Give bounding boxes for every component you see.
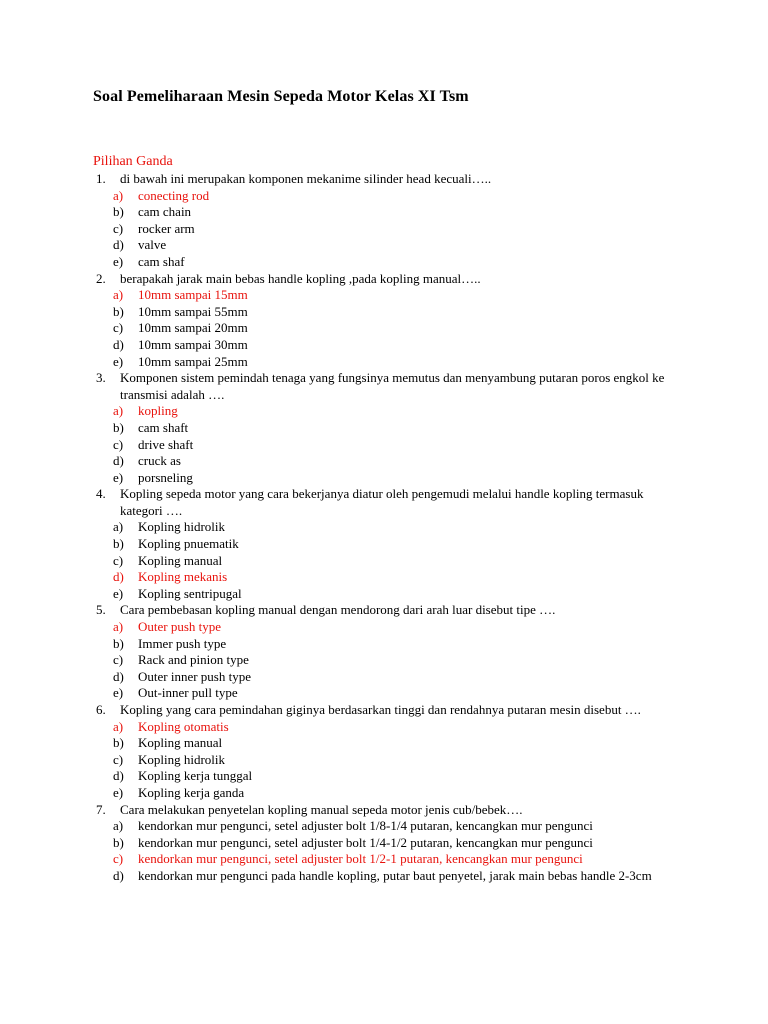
option-letter: c) <box>113 320 124 336</box>
option-letter: e) <box>113 353 124 369</box>
question-stem <box>96 370 686 403</box>
option-text: Kopling manual <box>138 552 223 568</box>
answer-option <box>96 785 686 802</box>
option-text: Kopling hidrolik <box>138 751 226 767</box>
answer-option <box>96 735 686 752</box>
option-letter: e) <box>113 685 124 701</box>
answer-option <box>96 204 686 221</box>
question-stem <box>96 802 686 819</box>
option-text: 10mm sampai 15mm <box>138 287 248 303</box>
option-letter: b) <box>113 635 124 651</box>
option-letter: a) <box>113 287 124 303</box>
answer-option <box>96 420 686 437</box>
option-text: kendorkan mur pengunci pada handle kopling, putar baut penyetel, jarak main bebas handle 2-3cm <box>138 867 652 883</box>
option-letter: b) <box>113 834 124 850</box>
option-text: porsneling <box>138 469 193 485</box>
option-text: cruck as <box>138 453 181 469</box>
question-item <box>96 702 686 802</box>
option-text: cam chain <box>138 204 192 220</box>
option-text: Kopling kerja ganda <box>138 784 245 800</box>
option-text: kopling <box>138 403 178 419</box>
answer-option <box>96 669 686 686</box>
answer-option <box>96 685 686 702</box>
option-text: kendorkan mur pengunci, setel adjuster bolt 1/8-1/4 putaran, kencangkan mur pengunci <box>138 818 593 834</box>
answer-option <box>96 752 686 769</box>
question-item <box>96 486 686 602</box>
option-letter: a) <box>113 818 124 834</box>
option-text: 10mm sampai 55mm <box>138 303 248 319</box>
option-letter: b) <box>113 419 124 435</box>
question-text: Cara melakukan penyetelan kopling manual sepeda motor jenis cub/bebek…. <box>120 801 523 817</box>
answer-option <box>96 519 686 536</box>
question-text: berapakah jarak main bebas handle kopling ,pada kopling manual….. <box>120 270 481 286</box>
question-item <box>96 802 686 885</box>
option-text: cam shaft <box>138 419 189 435</box>
answer-option-correct <box>96 287 686 304</box>
section-heading: Pilihan Ganda <box>93 154 173 169</box>
answer-option-correct <box>96 851 686 868</box>
question-stem <box>96 171 686 188</box>
option-letter: c) <box>113 751 124 767</box>
option-letter: d) <box>113 569 124 585</box>
option-letter: a) <box>113 718 124 734</box>
document-title: Soal Pemeliharaan Mesin Sepeda Motor Kelas XI Tsm <box>93 88 469 105</box>
answer-option <box>96 453 686 470</box>
answer-option-correct <box>96 403 686 420</box>
answer-option <box>96 636 686 653</box>
question-stem <box>96 702 686 719</box>
answer-option-correct <box>96 719 686 736</box>
option-text: Kopling otomatis <box>138 718 229 734</box>
option-text: Outer inner push type <box>138 668 252 684</box>
option-text: Kopling mekanis <box>138 569 228 585</box>
question-stem <box>96 602 686 619</box>
answer-option-correct <box>96 619 686 636</box>
question-number: 7. <box>96 801 106 817</box>
option-letter: c) <box>113 220 124 236</box>
answer-option <box>96 470 686 487</box>
option-text: drive shaft <box>138 436 194 452</box>
question-item <box>96 602 686 702</box>
option-text: Kopling pnuematik <box>138 536 239 552</box>
option-text: kendorkan mur pengunci, setel adjuster bolt 1/2-1 putaran, kencangkan mur pengunci <box>138 851 583 867</box>
option-letter: d) <box>113 453 124 469</box>
answer-option-correct <box>96 569 686 586</box>
answer-option <box>96 868 686 885</box>
answer-option <box>96 536 686 553</box>
answer-option <box>96 835 686 852</box>
option-letter: b) <box>113 536 124 552</box>
option-letter: e) <box>113 585 124 601</box>
option-text: valve <box>138 237 167 253</box>
option-text: Kopling hidrolik <box>138 519 226 535</box>
answer-option <box>96 254 686 271</box>
option-text: Outer push type <box>138 619 222 635</box>
question-list <box>96 171 686 885</box>
question-number: 3. <box>96 370 106 386</box>
option-text: Rack and pinion type <box>138 652 249 668</box>
answer-option <box>96 652 686 669</box>
answer-option-correct <box>96 188 686 205</box>
option-letter: e) <box>113 469 124 485</box>
question-number: 5. <box>96 602 106 618</box>
option-letter: c) <box>113 436 124 452</box>
option-letter: d) <box>113 336 124 352</box>
question-stem <box>96 486 686 519</box>
question-number: 2. <box>96 270 106 286</box>
question-number: 4. <box>96 486 106 502</box>
option-letter: e) <box>113 253 124 269</box>
option-text: kendorkan mur pengunci, setel adjuster bolt 1/4-1/2 putaran, kencangkan mur pengunci <box>138 834 593 850</box>
option-text: rocker arm <box>138 220 195 236</box>
option-letter: a) <box>113 403 124 419</box>
question-text: Kopling yang cara pemindahan giginya berdasarkan tinggi dan rendahnya putaran mesin disebut …. <box>120 702 641 717</box>
option-letter: b) <box>113 303 124 319</box>
answer-option <box>96 221 686 238</box>
option-text: cam shaf <box>138 253 185 269</box>
option-letter: d) <box>113 237 124 253</box>
option-text: Kopling manual <box>138 735 223 751</box>
answer-option <box>96 437 686 454</box>
question-text: Cara pembebasan kopling manual dengan mendorong dari arah luar disebut tipe …. <box>120 602 556 618</box>
option-text: Immer push type <box>138 635 227 651</box>
option-text: 10mm sampai 25mm <box>138 353 248 369</box>
option-letter: b) <box>113 204 124 220</box>
option-letter: a) <box>113 519 124 535</box>
answer-option <box>96 768 686 785</box>
answer-option <box>96 237 686 254</box>
option-letter: b) <box>113 735 124 751</box>
question-item <box>96 171 686 271</box>
answer-option <box>96 553 686 570</box>
answer-option <box>96 337 686 354</box>
option-letter: e) <box>113 784 124 800</box>
option-letter: c) <box>113 552 124 568</box>
answer-option <box>96 320 686 337</box>
option-text: Kopling kerja tunggal <box>138 768 253 784</box>
option-letter: a) <box>113 187 124 203</box>
question-item <box>96 370 686 486</box>
question-stem <box>96 271 686 288</box>
option-letter: d) <box>113 668 124 684</box>
question-number: 6. <box>96 702 106 717</box>
option-letter: a) <box>113 619 124 635</box>
option-letter: d) <box>113 768 124 784</box>
option-letter: c) <box>113 652 124 668</box>
answer-option <box>96 304 686 321</box>
option-text: Out-inner pull type <box>138 685 238 701</box>
option-text: conecting rod <box>138 187 210 203</box>
answer-option <box>96 818 686 835</box>
option-text: 10mm sampai 30mm <box>138 336 248 352</box>
question-text: Kopling sepeda motor yang cara bekerjanya diatur oleh pengemudi melalui handle kopling termasuk kategori …. <box>120 486 644 518</box>
question-number: 1. <box>96 171 106 186</box>
question-text: Komponen sistem pemindah tenaga yang fungsinya memutus dan menyambung putaran poros engkol ke transmisi adalah …. <box>120 370 665 402</box>
answer-option <box>96 354 686 371</box>
question-text: di bawah ini merupakan komponen mekanime silinder head kecuali….. <box>120 171 492 186</box>
option-text: 10mm sampai 20mm <box>138 320 248 336</box>
question-item <box>96 271 686 371</box>
option-text: Kopling sentripugal <box>138 585 242 601</box>
option-letter: d) <box>113 867 124 883</box>
option-letter: c) <box>113 851 124 867</box>
answer-option <box>96 586 686 603</box>
